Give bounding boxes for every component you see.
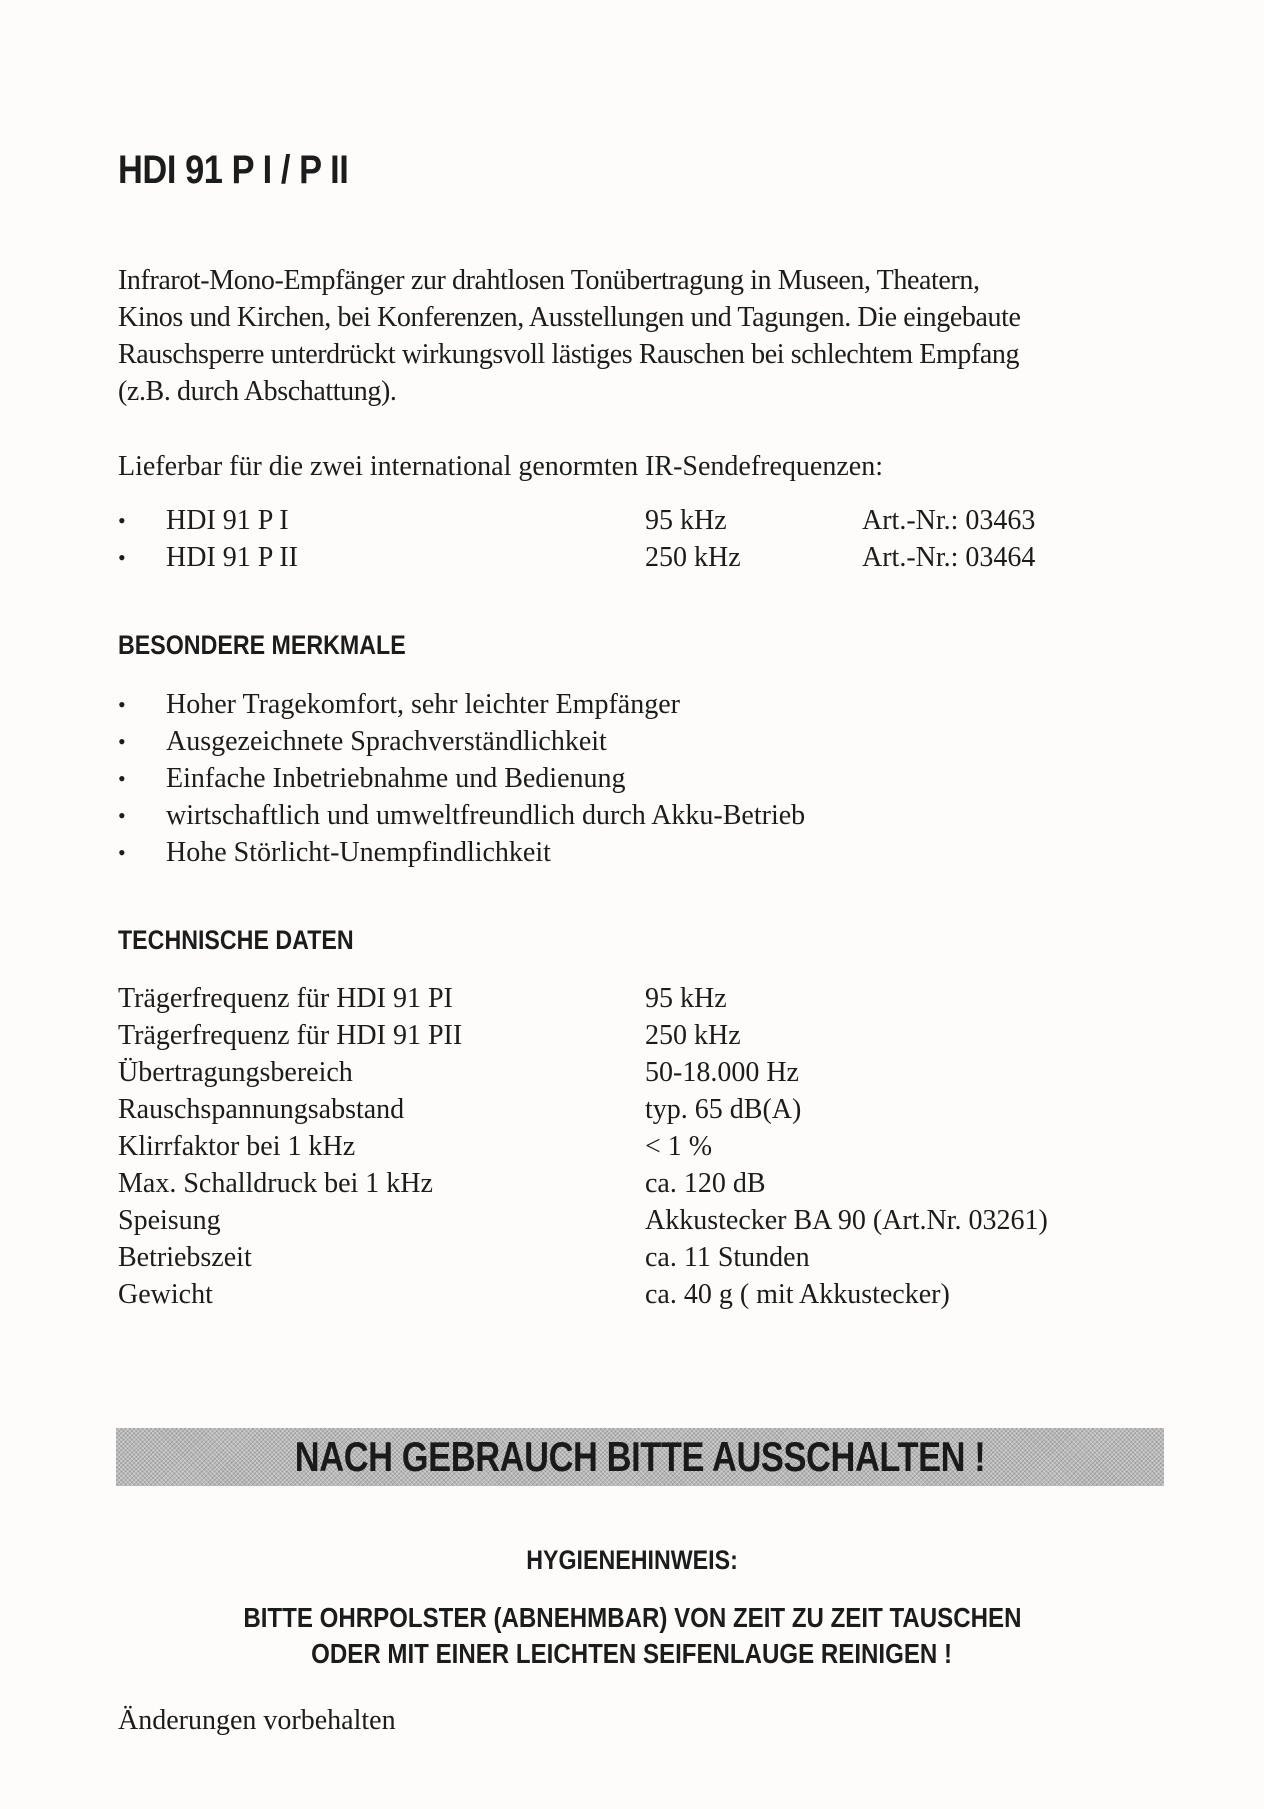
feature-text: wirtschaftlich und umweltfreundlich durch Akku-Betrieb — [166, 800, 806, 831]
spec-label: Speisung — [118, 1205, 221, 1236]
spec-label: Übertragungsbereich — [118, 1057, 353, 1088]
hygiene-line — [0, 1638, 1264, 1670]
hygiene-line-text: BITTE OHRPOLSTER (ABNEHMBAR) VON ZEIT ZU ZEIT TAUSCHEN — [242, 1602, 1022, 1633]
footer-note: Änderungen vorbehalten — [118, 1705, 396, 1736]
feature-text: Einfache Inbetriebnahme und Bedienung — [166, 763, 626, 794]
intro-line: Infrarot-Mono-Empfänger zur drahtlosen Tonübertragung in Museen, Theatern, — [118, 265, 980, 296]
bullet-icon: • — [118, 729, 126, 754]
spec-label: Gewicht — [118, 1279, 213, 1310]
spec-label: Rauschspannungsabstand — [118, 1094, 405, 1125]
spec-value: ca. 40 g ( mit Akkustecker) — [645, 1279, 950, 1310]
variant-article-number: Art.-Nr.: 03464 — [862, 542, 1036, 573]
spec-label: Trägerfrequenz für HDI 91 PII — [118, 1020, 463, 1051]
spec-value: 250 kHz — [645, 1020, 741, 1051]
spec-value: Akkustecker BA 90 (Art.Nr. 03261) — [645, 1205, 1048, 1236]
variant-row — [118, 502, 1178, 539]
feature-text: Hohe Störlicht-Unempfindlichkeit — [166, 837, 551, 868]
bullet-icon: • — [118, 766, 126, 791]
bullet-icon: • — [118, 803, 126, 828]
features-heading: BESONDERE MERKMALE — [118, 630, 406, 660]
variant-name: HDI 91 P I — [166, 505, 289, 536]
spec-value: < 1 % — [645, 1131, 713, 1162]
bullet-icon: • — [118, 692, 126, 717]
intro-line: Kinos und Kirchen, bei Konferenzen, Ausstellungen und Tagungen. Die eingebaute — [118, 302, 1021, 333]
spec-value: 50-18.000 Hz — [645, 1057, 799, 1088]
spec-label: Trägerfrequenz für HDI 91 PI — [118, 983, 453, 1014]
spec-label: Betriebszeit — [118, 1242, 252, 1273]
spec-value: 95 kHz — [645, 983, 727, 1014]
banner-text: NACH GEBRAUCH BITTE AUSSCHALTEN ! — [294, 1433, 986, 1480]
variant-name: HDI 91 P II — [166, 542, 298, 573]
bullet-icon: • — [118, 508, 126, 533]
hygiene-line — [0, 1602, 1264, 1634]
variant-article-number: Art.-Nr.: 03463 — [862, 505, 1036, 536]
hygiene-heading — [0, 1545, 1264, 1576]
spec-value: typ. 65 dB(A) — [645, 1094, 802, 1125]
bullet-icon: • — [118, 545, 126, 570]
variant-frequency: 95 kHz — [645, 505, 727, 536]
page-title: HDI 91 P I / P II — [118, 148, 349, 192]
spec-value: ca. 11 Stunden — [645, 1242, 810, 1273]
feature-text: Ausgezeichnete Sprachverständlichkeit — [166, 726, 607, 757]
intro-line: Rauschsperre unterdrückt wirkungsvoll lästiges Rauschen bei schlechtem Empfang — [118, 339, 1020, 370]
spec-value: ca. 120 dB — [645, 1168, 766, 1199]
availability-text: Lieferbar für die zwei international genormten IR-Sendefrequenzen: — [118, 451, 883, 482]
specs-heading: TECHNISCHE DATEN — [118, 925, 354, 955]
feature-text: Hoher Tragekomfort, sehr leichter Empfänger — [166, 689, 680, 720]
hygiene-line-text: ODER MIT EINER LEICHTEN SEIFENLAUGE REINIGEN ! — [311, 1638, 953, 1669]
variant-row — [118, 539, 1178, 576]
intro-paragraph — [118, 262, 1178, 410]
bullet-icon: • — [118, 840, 126, 865]
variant-list — [118, 502, 1178, 576]
hygiene-heading-text: HYGIENEHINWEIS: — [526, 1545, 738, 1575]
spec-label: Klirrfaktor bei 1 kHz — [118, 1131, 356, 1162]
switch-off-banner — [116, 1428, 1164, 1486]
spec-label: Max. Schalldruck bei 1 kHz — [118, 1168, 433, 1199]
intro-line: (z.B. durch Abschattung). — [118, 376, 397, 407]
variant-frequency: 250 kHz — [645, 542, 741, 573]
